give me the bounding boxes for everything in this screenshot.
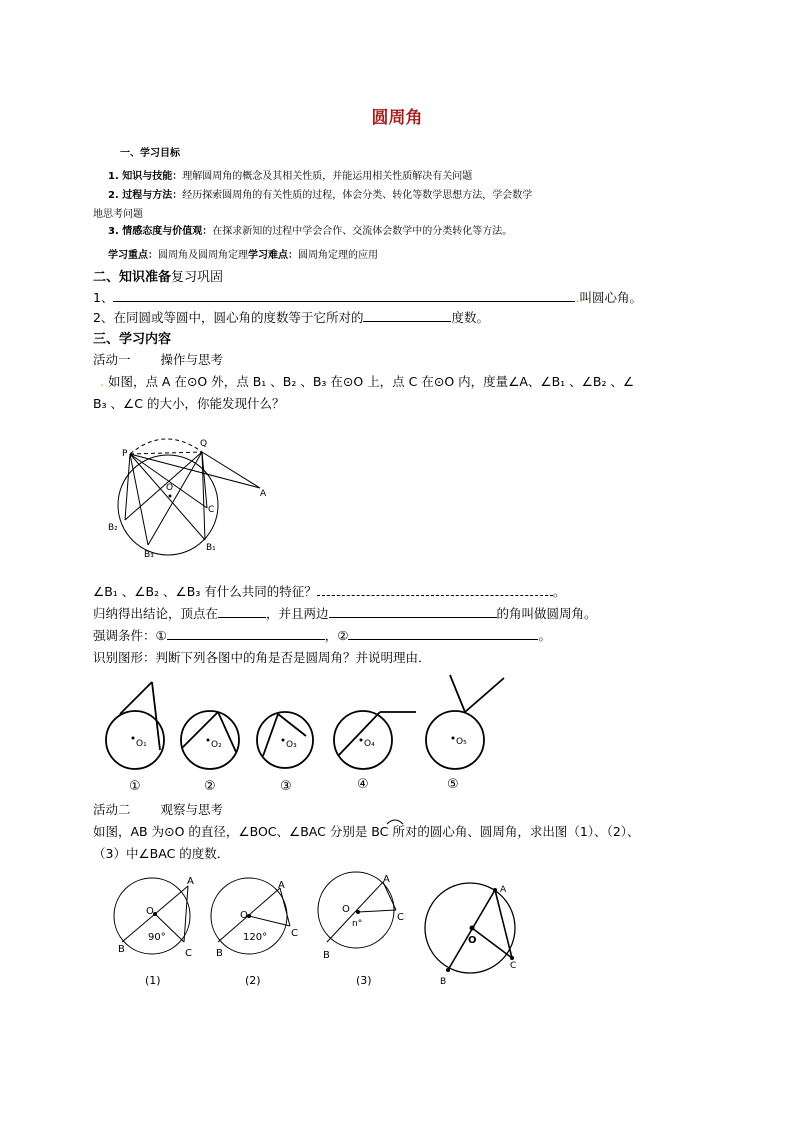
point-b3-label: B₃ xyxy=(144,550,154,560)
answer-blank-5[interactable] xyxy=(329,605,497,618)
point-q-label: Q xyxy=(200,439,208,449)
fig-3-c-label: C xyxy=(397,912,404,923)
emphasis-line: 强调条件：① ，② 。 xyxy=(93,628,551,643)
point-c-label: C xyxy=(208,505,215,515)
circle-1-center-label: O₁ xyxy=(136,739,147,749)
activity-2-title: 活动二 观察与思考 xyxy=(93,802,224,817)
answer-blank-1[interactable] xyxy=(113,289,575,302)
activity-1-text-1: . 如图，点 A 在⊙O 外，点 B₁ 、B₂ 、B₃ 在⊙O 上，点 C 在⊙O 内，度量∠A、∠B₁ 、∠B₂ 、∠ xyxy=(100,374,635,389)
activity-2-text-1: 如图，AB 为⊙O 的直径，∠BOC、∠BAC 分别是 BC 所对的圆心角、圆周角，求出图（1）、（2）、 xyxy=(93,824,640,839)
point-o-label: O xyxy=(166,483,174,493)
fig-2-caption: (2) xyxy=(245,974,261,987)
answer-blank-7[interactable] xyxy=(348,627,538,640)
fig-3-a-label: A xyxy=(383,874,390,885)
fig-1-c-label: C xyxy=(185,948,192,959)
section-2-heading: 二、知识准备复习巩固 xyxy=(93,270,224,285)
fig-1-angle-label: 90° xyxy=(148,932,166,943)
circle-2-number: ② xyxy=(204,779,216,794)
fig-4-b-label: B xyxy=(440,977,447,987)
circle-4-number: ④ xyxy=(357,777,369,792)
key-points: 学习重点：圆周角及圆周角定理学习难点：圆周角定理的应用 xyxy=(108,250,378,261)
point-p-label: P xyxy=(122,449,128,459)
fig-4-c-label: C xyxy=(510,961,517,971)
circle-2-center-label: O₂ xyxy=(211,740,222,750)
figure-diameter-circles xyxy=(110,870,550,1000)
fig-2-angle-label: 120° xyxy=(243,932,268,943)
activity-1-title: 活动一 操作与思考 xyxy=(93,352,224,367)
circle-3-center-label: O₃ xyxy=(286,740,297,750)
page-title: 圆周角 xyxy=(371,108,423,128)
circle-5-number: ⑤ xyxy=(447,777,459,792)
answer-blank-2[interactable] xyxy=(363,309,451,322)
point-b2-label: B₂ xyxy=(108,523,118,533)
circle-4-center-label: O₄ xyxy=(364,739,375,749)
point-a-label: A xyxy=(260,489,267,499)
fig-2-a-label: A xyxy=(278,880,285,891)
fig-4-o-label: O xyxy=(468,935,477,946)
activity-2-text-2: （3）中∠BAC 的度数． xyxy=(93,846,230,861)
question-2: 2、在同圆或等圆中，圆心角的度数等于它所对的 度数。 xyxy=(93,310,489,325)
fig-3-b-label: B xyxy=(323,950,330,961)
common-feature-question: ∠B₁ 、∠B₂ 、∠B₃ 有什么共同的特征？ 。 xyxy=(93,584,566,599)
conclusion-line: 归纳得出结论，顶点在 ，并且两边 的角叫做圆周角。 xyxy=(93,606,597,621)
fig-1-o-label: O xyxy=(146,906,154,917)
point-b1-label: B₁ xyxy=(206,543,216,553)
circle-5-center-label: O₅ xyxy=(456,737,467,747)
fig-4-a-label: A xyxy=(500,885,507,895)
figure-five-circles xyxy=(100,670,520,800)
objective-2-cont: 地思考问题 xyxy=(93,209,143,220)
objective-3: 3. 情感态度与价值观：在探求新知的过程中学会合作、交流体会数学中的分类转化等方法。 xyxy=(108,226,513,237)
fig-2-o-label: O xyxy=(240,910,248,921)
question-1: 1、 .叫圆心角。 xyxy=(93,290,642,305)
fig-1-caption: (1) xyxy=(145,974,161,987)
objective-2: 2. 过程与方法：经历探索圆周角的有关性质的过程，体会分类、转化等数学思想方法，学会数学 xyxy=(108,190,533,201)
figure-circle-points xyxy=(100,430,280,570)
fig-3-o-label: O xyxy=(342,904,350,915)
fig-3-caption: (3) xyxy=(356,974,372,987)
fig-1-a-label: A xyxy=(187,876,194,887)
answer-blank-4[interactable] xyxy=(218,605,266,618)
circle-1-number: ① xyxy=(129,779,141,794)
section-3-heading: 三、学习内容 xyxy=(93,332,172,347)
section-1-heading: 一、学习目标 xyxy=(120,148,180,159)
activity-1-text-2: B₃ 、∠C 的大小，你能发现什么？ xyxy=(93,396,285,411)
fig-3-angle-label: n° xyxy=(352,919,363,929)
answer-blank-6[interactable] xyxy=(167,627,325,640)
objective-1: 1. 知识与技能：理解圆周角的概念及其相关性质，并能运用相关性质解决有关问题 xyxy=(108,171,473,182)
circle-3-number: ③ xyxy=(280,779,292,794)
arc-bc-mark xyxy=(385,817,405,825)
fig-2-c-label: C xyxy=(291,928,298,939)
identify-instruction: 识别图形：判断下列各图中的角是否是圆周角？并说明理由． xyxy=(93,650,431,665)
fig-1-b-label: B xyxy=(118,944,125,955)
fig-2-b-label: B xyxy=(216,948,223,959)
answer-blank-3[interactable] xyxy=(317,583,553,596)
